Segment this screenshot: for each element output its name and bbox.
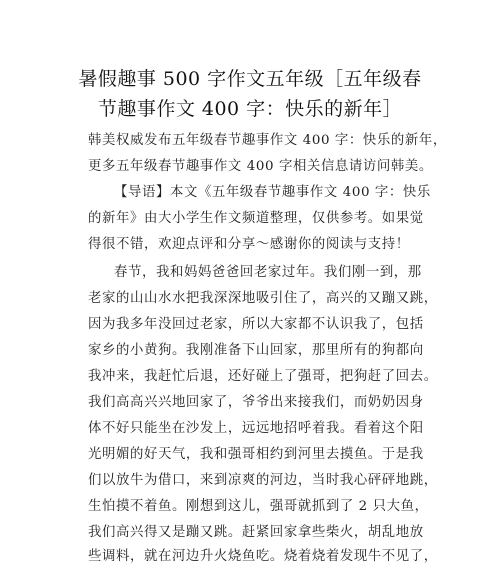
body-line: 得很不错，欢迎点评和分享～感谢你的阅读与支持！ [88,237,410,252]
body-line: 春节，我和妈妈爸爸回老家过年。我们刚一到，那 [114,265,422,280]
body-line: 【导语】本文《五年级春节趣事作文 400 字：快乐 [114,185,431,200]
body-line: 体不好只能坐在沙发上，远远地招呼着我。看着这个阳 [88,421,424,436]
body-line: 生怕摸不着鱼。刚想到这儿，强哥就抓到了 2 只大鱼， [88,499,429,514]
body-line: 因为我多年没回过老家，所以大家都不认识我了，包括 [88,317,424,332]
body-line: 光明媚的好天气，我和强哥相约到河里去摸鱼。于是我 [88,447,424,462]
body-line: 些调料，就在河边升火烧鱼吃。烧着烧着发现牛不见了， [88,549,438,564]
body-line: 更多五年级春节趣事作文 400 字相关信息请访问韩美。 [88,159,433,174]
body-line: 我们高高兴兴地回家了，爷爷出来接我们，而奶奶因身 [88,395,424,410]
body-line: 的新年》由大小学生作文频道整理，仅供参考。如果觉 [88,211,424,226]
body-line: 们以放牛为借口，来到凉爽的河边，当时我心砰砰地跳， [88,473,438,488]
document-title-line-2: 节趣事作文 400 字：快乐的新年］ [97,98,403,120]
body-line: 我们高兴得又是蹦又跳。赶紧回家拿些柴火，胡乱地放 [88,525,424,540]
body-line: 韩美权威发布五年级春节趣事作文 400 字：快乐的新年， [88,133,447,148]
body-line: 家乡的小黄狗。我刚准备下山回家，那里所有的狗都向 [88,343,424,358]
body-line: 老家的山山水水把我深深地吸引住了，高兴的又蹦又跳， [88,291,438,306]
document-title-line-1: 暑假趣事 500 字作文五年级［五年级春 [78,68,422,90]
body-line: 我冲来，我赶忙后退，还好碰上了强哥，把狗赶了回去。 [88,369,438,384]
